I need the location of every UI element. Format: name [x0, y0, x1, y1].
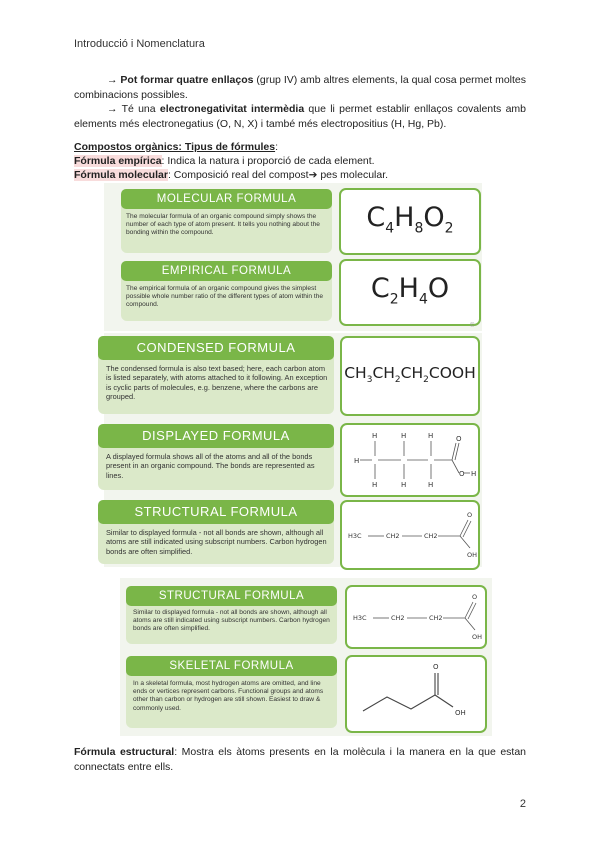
- group-ch2: CH2: [429, 614, 443, 622]
- molecular-formula: [341, 202, 479, 236]
- group-oh: OH: [472, 633, 483, 641]
- molecular-formula-box: [339, 188, 481, 255]
- structural2-desc: Similar to displayed formula - not all bonds are shown, although all atoms are still indicated using subscript numbers. Carbon hydrogen bonds are often simplified.: [133, 609, 330, 633]
- estructural-label: Fórmula estructural: [74, 746, 175, 758]
- atom-h: H: [372, 481, 378, 489]
- intro-bold-2: electronegativitat intermèdia: [159, 103, 305, 115]
- condensed-formula-box: [340, 336, 480, 416]
- condensed-title: CONDENSED FORMULA: [98, 336, 334, 360]
- f-c: C: [370, 273, 390, 304]
- empirica-line: [74, 154, 526, 169]
- estructural-text: : Mostra els àtoms presents en la molècula i la manera en la que estan connectats entre ells.: [74, 746, 527, 773]
- group-h3c: H3C: [348, 532, 362, 540]
- molecular-desc: The molecular formula of an organic compound simply shows the number of each type of atom present. It tells you nothing about the bonding within the compound.: [126, 213, 320, 236]
- molecular-title: MOLECULAR FORMULA: [121, 189, 332, 209]
- atom-o: O: [459, 470, 465, 478]
- atom-h: H: [401, 432, 407, 440]
- group-ch2: CH2: [386, 532, 400, 540]
- empirical-title: EMPIRICAL FORMULA: [121, 261, 332, 281]
- f-cooh: COOH: [428, 364, 476, 382]
- f-ch: CH: [400, 364, 424, 382]
- empirical-formula-box: [339, 259, 481, 326]
- group-o: O: [472, 593, 478, 601]
- group-o: O: [433, 663, 439, 671]
- molecular-line: [74, 168, 526, 183]
- empirica-label: Fórmula empírica: [74, 155, 162, 167]
- f-sub: 3: [366, 375, 373, 386]
- f-sub: 2: [394, 375, 401, 386]
- stray-mark: ©: [470, 323, 475, 329]
- displayed-desc: A displayed formula shows all of the atoms and all of the bonds present in an organic compound. The bonds are represented as lines.: [106, 452, 315, 480]
- f-h: H: [394, 202, 415, 233]
- displayed-formula-box: [340, 423, 480, 497]
- types-heading-text: Compostos orgànics: Tipus de fórmules: [74, 141, 276, 153]
- f-ch: CH: [344, 364, 367, 382]
- f-sub: 4: [385, 220, 395, 237]
- group-h3c: H3C: [353, 614, 367, 622]
- condensed-formula: [342, 364, 478, 385]
- structural2-formula-box: [345, 585, 487, 649]
- group-ch2: CH2: [424, 532, 438, 540]
- f-c: C: [366, 202, 386, 233]
- intro-text-2a: Té una: [117, 103, 160, 115]
- atom-h: H: [354, 457, 360, 465]
- f-sub: 2: [444, 220, 454, 237]
- condensed-desc: The condensed formula is also text based; here, each carbon atom is listed separately, with atoms attached to it following. An exception is cyclic parts of molecules, e.g. benzene, where the carbons are grouped.: [106, 364, 328, 401]
- empirical-desc: The empirical formula of an organic compound gives the simplest possible whole number ratio of the different types of atom within the compound.: [126, 285, 324, 308]
- intro-text-2b: que li permet establir enllaços covalents amb elements més electronegatius (O, N, X) i també més electropositius (H, Hg, Pb).: [74, 103, 526, 130]
- structural2-structure: [347, 587, 485, 647]
- types-heading: [74, 140, 526, 155]
- displayed-title: DISPLAYED FORMULA: [98, 424, 334, 448]
- f-sub: 2: [423, 375, 429, 386]
- estructural-paragraph: [74, 745, 526, 774]
- intro-bullet-1: [74, 73, 526, 102]
- intro-bold-1: Pot formar quatre enllaços: [120, 74, 254, 86]
- empirical-formula: [341, 273, 479, 307]
- intro-text-1: (grup IV) amb altres elements, la qual cosa permet moltes combinacions possibles.: [74, 74, 527, 101]
- skeletal-formula-box: [345, 655, 487, 733]
- arrow-glyph: →: [107, 103, 118, 115]
- structural2-title: STRUCTURAL FORMULA: [126, 586, 337, 606]
- f-sub: 2: [389, 291, 399, 308]
- skeletal-structure: [347, 657, 485, 731]
- arrow-icon: ➔: [308, 169, 318, 181]
- page-number: 2: [519, 798, 526, 810]
- atom-h: H: [471, 470, 477, 478]
- document-header: Introducció i Nomenclatura: [74, 38, 205, 50]
- structural-structure: [342, 502, 478, 568]
- group-oh: OH: [467, 551, 478, 559]
- skeletal-desc: In a skeletal formula, most hydrogen atoms are omitted, and line ends or vertices represent carbons. Functional groups and atoms other than carbon or hydrogen are still shown. Easiest to draw & commonly used.: [133, 680, 324, 712]
- skeletal-title: SKELETAL FORMULA: [126, 656, 337, 676]
- f-ch: CH: [372, 364, 395, 382]
- displayed-structure: [342, 425, 478, 495]
- group-oh: OH: [455, 709, 466, 717]
- arrow-glyph: →: [107, 74, 118, 86]
- intro-bullet-2: [74, 102, 526, 131]
- group-ch2: CH2: [391, 614, 405, 622]
- atom-o: O: [456, 435, 462, 443]
- f-sub: 4: [418, 291, 428, 308]
- f-o: O: [427, 273, 450, 304]
- molecular-text: : Composició real del compost: [167, 169, 309, 181]
- heading-colon: :: [275, 141, 279, 153]
- f-o: O: [423, 202, 445, 233]
- empirica-text: : Indica la natura i proporció de cada element.: [161, 155, 375, 167]
- f-sub: 8: [414, 220, 424, 237]
- atom-h: H: [372, 432, 378, 440]
- structural-title: STRUCTURAL FORMULA: [98, 500, 334, 524]
- atom-h: H: [428, 432, 434, 440]
- molecular-text-2: pes molecular.: [317, 169, 389, 181]
- structural-formula-box: [340, 500, 480, 570]
- structural-desc: Similar to displayed formula - not all bonds are shown, although all atoms are still indicated using subscript numbers. Carbon hydrogen bonds are often simplified.: [106, 528, 327, 556]
- group-o: O: [467, 511, 473, 519]
- atom-h: H: [401, 481, 407, 489]
- molecular-label: Fórmula molecular: [74, 169, 168, 181]
- atom-h: H: [428, 481, 434, 489]
- f-h: H: [398, 273, 419, 304]
